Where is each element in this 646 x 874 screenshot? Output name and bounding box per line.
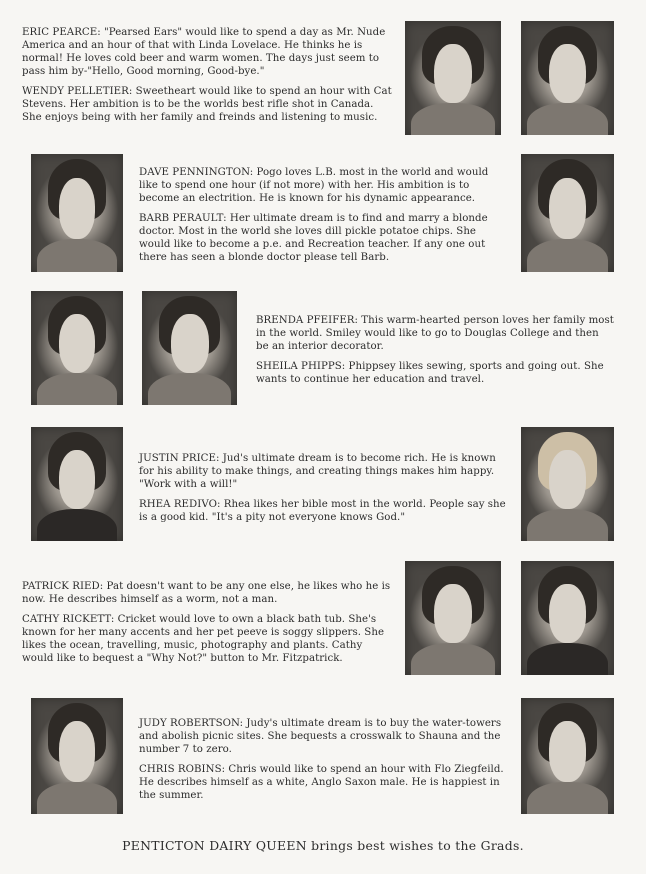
portrait-wendy-pelletier	[521, 21, 614, 135]
portrait-chris-robins	[521, 698, 614, 814]
bio-block-5	[22, 580, 394, 672]
bio-brenda-pfeifer: BRENDA PFEIFER: This warm-hearted person loves her family most in the world. Smiley would like to go to Douglas College and then be an interior decorator.	[256, 315, 614, 352]
portrait-dave-pennington	[31, 154, 123, 272]
portrait-sheila-phipps	[142, 291, 237, 405]
bio-patrick-ried: PATRICK RIED: Pat doesn't want to be any one else, he likes who he is now. He describes himself as a worm, not a man.	[22, 581, 391, 605]
portrait-rhea-redivo	[521, 427, 614, 541]
bio-block-3	[256, 314, 614, 393]
bio-block-2	[139, 166, 509, 271]
bio-judy-robertson: JUDY ROBERTSON: Judy's ultimate dream is to buy the water-towers and abolish picnic sites. She bequests a crosswalk to Shauna and the number 7 to zero.	[139, 718, 502, 755]
bio-wendy-pelletier: WENDY PELLETIER: Sweetheart would like to spend an hour with Cat Stevens. Her ambition is to be the worlds best rifle shot in Canada. She enjoys being with her family and freinds and listening to music.	[22, 86, 392, 123]
portrait-barb-perault	[521, 154, 614, 272]
portrait-eric-pearce	[405, 21, 501, 135]
portrait-brenda-pfeifer	[31, 291, 123, 405]
bio-cathy-rickett: CATHY RICKETT: Cricket would love to own a black bath tub. She's known for her many accents and her pet peeve is soggy slippers. She likes the ocean, travelling, music, photography and plants. Cathy would like to bequest a "Why Not?" button to Mr. Fitzpatrick.	[22, 614, 385, 664]
bio-justin-price: JUSTIN PRICE: Jud's ultimate dream is to become rich. He is known for his ability to make things, and creating things makes him happy. "Work with a will!"	[139, 453, 496, 490]
portrait-justin-price	[31, 427, 123, 541]
bio-block-1	[22, 26, 394, 131]
portrait-cathy-rickett	[521, 561, 614, 675]
bio-rhea-redivo: RHEA REDIVO: Rhea likes her bible most in the world. People say she is a good kid. "It's a pity not everyone knows God."	[139, 499, 506, 523]
sponsor-footer: PENTICTON DAIRY QUEEN brings best wishes to the Grads.	[122, 838, 524, 853]
bio-barb-perault: BARB PERAULT: Her ultimate dream is to find and marry a blonde doctor. Most in the world she loves dill pickle potatoe chips. She would like to become a p.e. and Recreation teacher. If any one out there has seen a blonde doctor please tell Barb.	[139, 213, 488, 263]
bio-sheila-phipps: SHEILA PHIPPS: Phippsey likes sewing, sports and going out. She wants to continue her education and travel.	[256, 361, 604, 385]
bio-block-4	[139, 452, 509, 531]
bio-block-6	[139, 717, 509, 809]
portrait-patrick-ried	[405, 561, 501, 675]
bio-eric-pearce: ERIC PEARCE: "Pearsed Ears" would like to spend a day as Mr. Nude America and an hour of that with Linda Lovelace. He thinks he is normal! He loves cold beer and warm women. The days just seem to pass him by-"Hello, Good morning, Good-bye."	[22, 27, 386, 77]
bio-dave-pennington: DAVE PENNINGTON: Pogo loves L.B. most in the world and would like to spend one hour (if not more) with her. His ambition is to become an electrition. He is known for his dynamic appearance.	[139, 167, 489, 204]
bio-chris-robins: CHRIS ROBINS: Chris would like to spend an hour with Flo Ziegfeild. He describes himself as a white, Anglo Saxon male. He is happiest in the summer.	[139, 764, 504, 801]
portrait-judy-robertson	[31, 698, 123, 814]
